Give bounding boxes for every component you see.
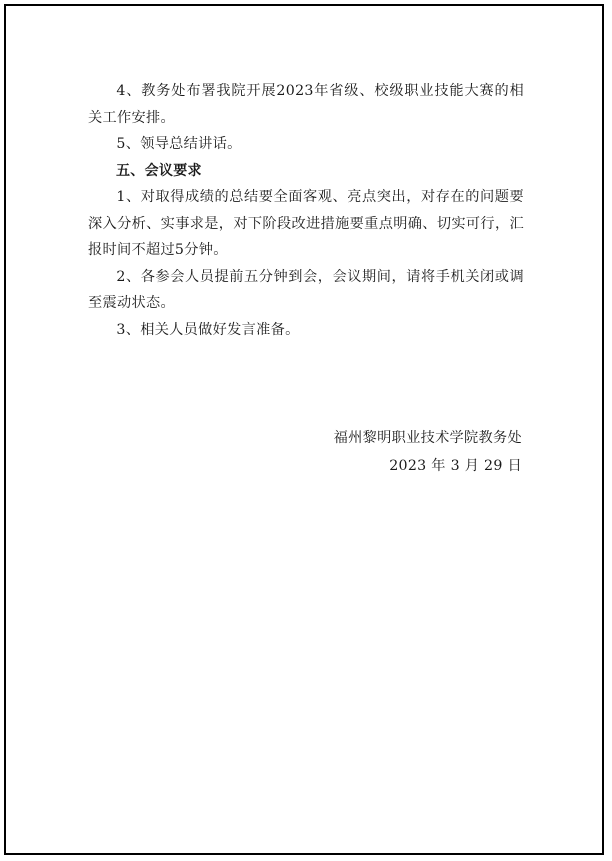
document-body	[88, 78, 524, 343]
item-5-paragraph: 5、领导总结讲话。	[116, 136, 242, 152]
section-heading-meeting-requirements: 五、会议要求	[116, 162, 202, 179]
item-4-paragraph: 4、教务处布署我院开展2023年省级、校级职业技能大赛的相关工作安排。	[88, 83, 524, 126]
signature-date: 2023 年 3 月 29 日	[389, 458, 522, 474]
requirement-2-paragraph: 2、各参会人员提前五分钟到会，会议期间，请将手机关闭或调至震动状态。	[88, 268, 524, 311]
signature-organization: 福州黎明职业技术学院教务处	[333, 430, 522, 446]
requirement-1-paragraph: 1、对取得成绩的总结要全面客观、亮点突出，对存在的问题要深入分析、实事求是，对下阶段改进措施要重点明确、切实可行，汇报时间不超过5分钟。	[88, 189, 524, 258]
requirement-3-paragraph: 3、相关人员做好发言准备。	[116, 321, 300, 338]
signature-block	[334, 424, 522, 480]
